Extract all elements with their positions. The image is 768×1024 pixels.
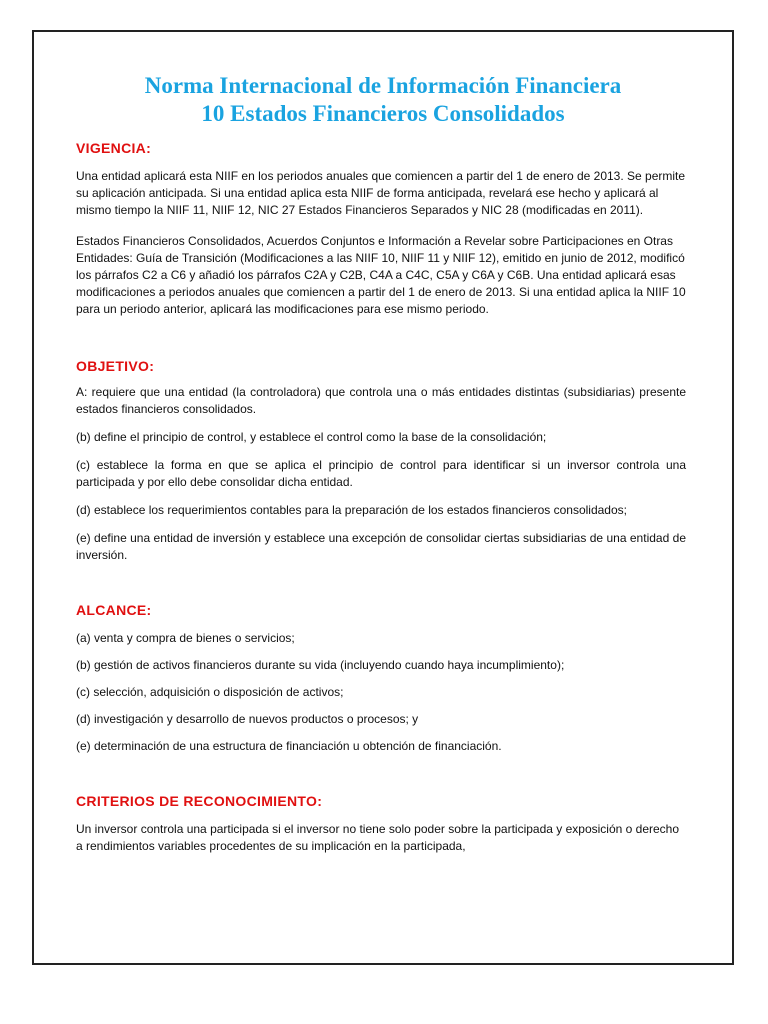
objetivo-item: (c) establece la forma en que se aplica el principio de control para identificar si un inversor controla una participada y por ello debe consolidar dicha entidad. <box>76 458 686 489</box>
document-body <box>76 140 686 855</box>
heading-vigencia: VIGENCIA: <box>76 140 152 156</box>
title-line-2: 10 Estados Financieros Consolidados <box>201 101 565 126</box>
criterios-paragraph: Un inversor controla una participada si el inversor no tiene solo poder sobre la participada y exposición o derecho a rendimientos variables procedentes de su implicación en la participada, <box>76 822 680 853</box>
heading-alcance: ALCANCE: <box>76 602 152 618</box>
heading-objetivo: OBJETIVO: <box>76 358 155 374</box>
alcance-item: (b) gestión de activos financieros durante su vida (incluyendo cuando haya incumplimiento); <box>76 658 565 672</box>
objetivo-item: (b) define el principio de control, y establece el control como la base de la consolidación; <box>76 430 547 444</box>
objetivo-item: A: requiere que una entidad (la controladora) que controla una o más entidades distintas (subsidiarias) presente estados financieros consolidados. <box>76 385 686 416</box>
alcance-item: (a) venta y compra de bienes o servicios; <box>76 631 295 645</box>
vigencia-paragraph: Estados Financieros Consolidados, Acuerdos Conjuntos e Información a Revelar sobre Participaciones en Otras Entidades: Guía de Transición (Modificaciones a las NIIF 10, NIIF 11 y NIIF 12), emitido en junio de 2012, modificó los párrafos C2 a C6 y añadió los párrafos C2A y C2B, C4A a C4C, C5A y C6A y C6B. Una entidad aplicará esas modificaciones a periodos anuales que comiencen a partir del 1 de enero de 2013. Si una entidad aplica la NIIF 10 para un periodo anterior, aplicará las modificaciones para ese mismo periodo. <box>76 234 686 316</box>
document-title <box>34 72 732 128</box>
alcance-item: (e) determinación de una estructura de financiación u obtención de financiación. <box>76 739 502 753</box>
objetivo-item: (d) establece los requerimientos contables para la preparación de los estados financieros consolidados; <box>76 503 627 517</box>
heading-criterios: CRITERIOS DE RECONOCIMIENTO: <box>76 793 323 809</box>
vigencia-paragraph: Una entidad aplicará esta NIIF en los periodos anuales que comiencen a partir del 1 de enero de 2013. Se permite su aplicación anticipada. Si una entidad aplica esta NIIF de forma anticipada, revelará ese hecho y aplicará al mismo tiempo la NIIF 11, NIIF 12, NIC 27 Estados Financieros Separados y NIC 28 (modificadas en 2011). <box>76 169 686 217</box>
title-line-1: Norma Internacional de Información Financiera <box>144 73 622 98</box>
alcance-item: (d) investigación y desarrollo de nuevos productos o procesos; y <box>76 712 419 726</box>
alcance-item: (c) selección, adquisición o disposición de activos; <box>76 685 344 699</box>
objetivo-item: (e) define una entidad de inversión y establece una excepción de consolidar ciertas subsidiarias de una entidad de inversión. <box>76 531 686 562</box>
